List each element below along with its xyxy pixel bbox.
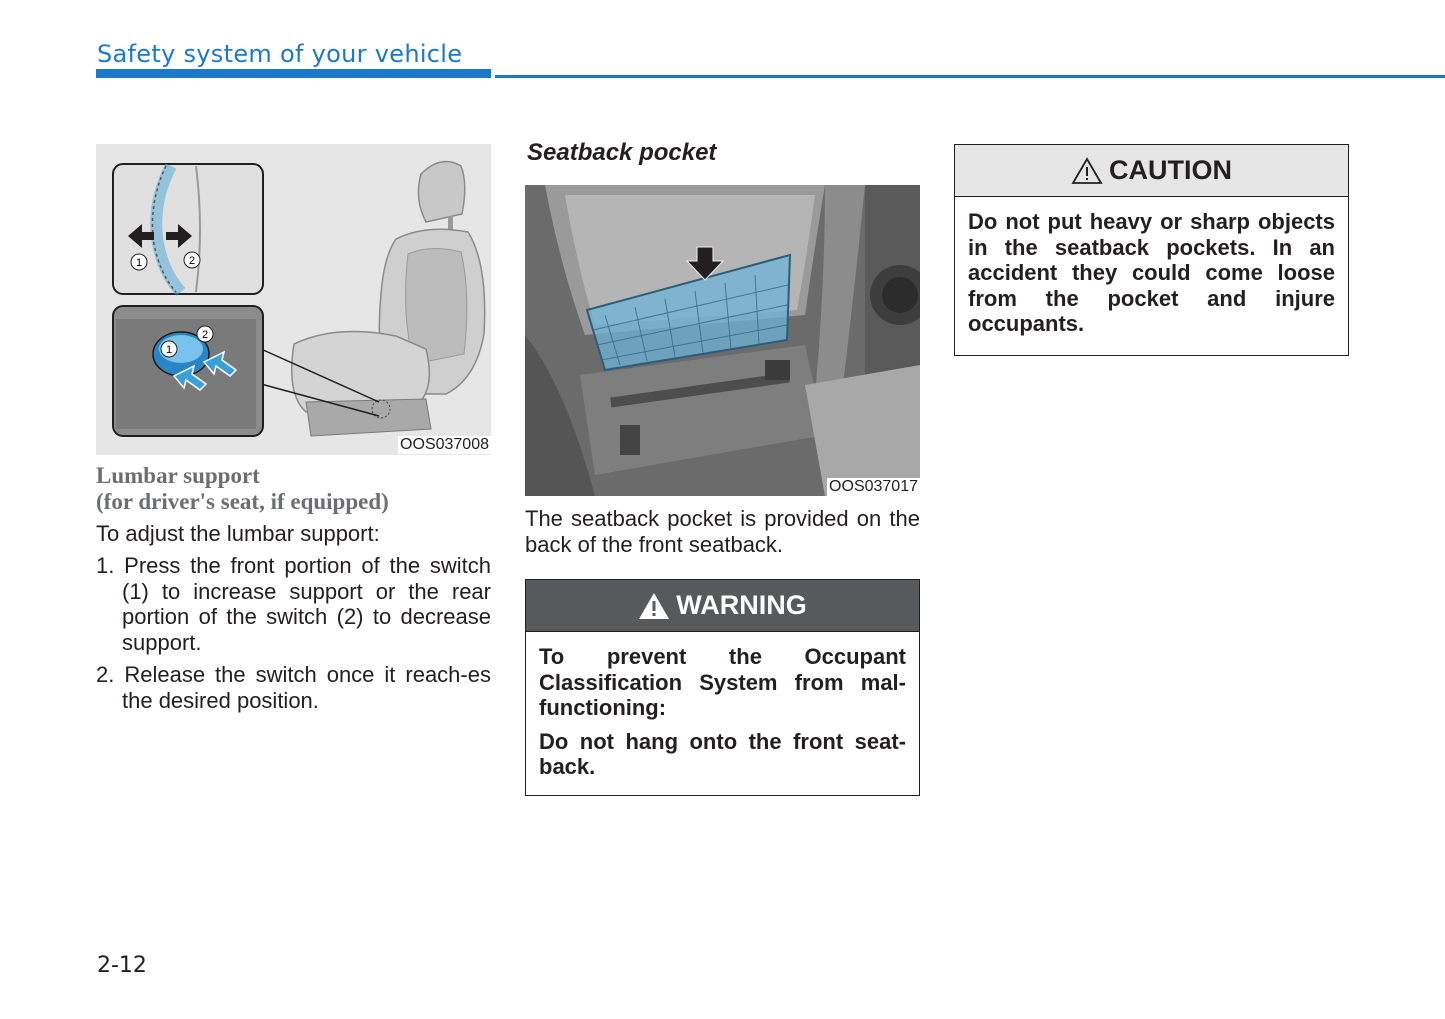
caution-text: Do not put heavy or sharp objects in the seatback pockets. In an accident they could come loose from the pocket and injure occupants. <box>968 209 1335 336</box>
header-rule-thin <box>495 75 1445 78</box>
lumbar-step-2-text: Release the switch once it reach-es the desired position. <box>122 662 491 713</box>
figure-code-pocket: OOS037017 <box>829 478 918 495</box>
caution-triangle-icon <box>1071 157 1103 185</box>
lumbar-step-2-num: 2. <box>96 662 115 687</box>
running-header-title: Safety system of your vehicle <box>97 40 463 68</box>
callout-2-switch: 2 <box>201 329 209 341</box>
warning-label: WARNING <box>676 590 807 620</box>
warning-triangle-icon <box>638 592 670 620</box>
lumbar-heading <box>96 463 491 515</box>
lumbar-heading-line1: Lumbar support <box>96 463 260 488</box>
caution-label: CAUTION <box>1109 155 1232 185</box>
seatback-pocket-description: The seatback pocket is provided on the back of the front seatback. <box>525 506 920 557</box>
lumbar-support-figure <box>96 144 491 455</box>
seatback-pocket-title: Seatback pocket <box>527 139 717 166</box>
lumbar-step-1-num: 1. <box>96 553 115 578</box>
warning-header <box>526 580 919 632</box>
warning-paragraph-2: Do not hang onto the front seat-back. <box>539 728 906 779</box>
header-rule-thick <box>96 69 491 78</box>
callout-1-switch: 1 <box>165 344 173 356</box>
page-number: 2-12 <box>97 953 147 978</box>
lumbar-step-1 <box>96 553 491 655</box>
warning-paragraph-1: To prevent the Occupant Classification System from mal-functioning: <box>539 644 906 720</box>
callout-1-top: 1 <box>135 257 143 269</box>
caution-box <box>954 144 1349 356</box>
figure-code-lumbar: OOS037008 <box>400 436 489 453</box>
lumbar-heading-line2: (for driver's seat, if equipped) <box>96 489 389 514</box>
callout-2-top: 2 <box>188 255 196 267</box>
lumbar-step-1-text: Press the front portion of the switch (1) to increase support or the rear portion of the switch (2) to decrease support. <box>122 553 491 655</box>
lumbar-steps <box>96 553 491 713</box>
caution-header <box>955 145 1348 197</box>
seatback-pocket-figure <box>525 185 920 496</box>
lumbar-seat-illustration <box>96 144 491 455</box>
caution-body <box>955 197 1348 349</box>
lumbar-intro: To adjust the lumbar support: <box>96 521 380 546</box>
warning-body <box>526 632 919 792</box>
seatback-pocket-illustration <box>525 185 920 496</box>
lumbar-step-2 <box>96 662 491 713</box>
warning-box <box>525 579 920 796</box>
